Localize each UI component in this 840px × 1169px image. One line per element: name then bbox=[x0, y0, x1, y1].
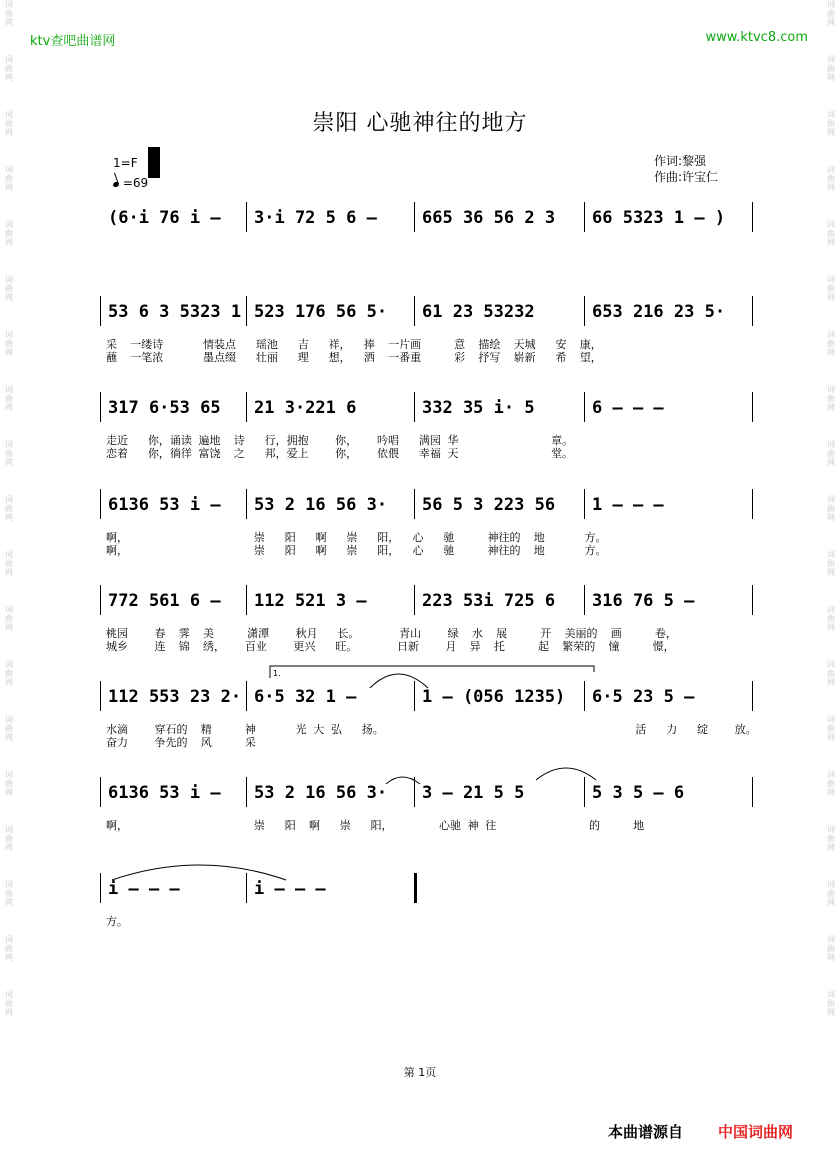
watermark-glyph: 网 bbox=[827, 568, 835, 577]
watermark-glyph: 词 bbox=[5, 715, 13, 724]
watermark-glyph: 网 bbox=[827, 293, 835, 302]
barline bbox=[246, 296, 247, 326]
measure-notes: 21 3·221 6 bbox=[254, 398, 357, 418]
watermark-glyph: 网 bbox=[5, 788, 13, 797]
watermark-glyph: 网 bbox=[827, 238, 835, 247]
barline bbox=[752, 392, 753, 422]
watermark-glyph: 网 bbox=[827, 128, 835, 137]
measure-notes: 223 53i 725 6 bbox=[422, 591, 556, 611]
site-watermark-left[interactable]: ktv查吧曲谱网 bbox=[30, 34, 116, 49]
watermark-glyph: 曲 bbox=[827, 119, 835, 128]
barline bbox=[584, 585, 585, 615]
watermark-glyph: 曲 bbox=[5, 174, 13, 183]
lyric-line: 蘸 一笔浓 墨点缀 壮丽 理 想， 洒 一番重 彩 抒写 崭新 希 望， bbox=[106, 351, 602, 364]
lyric-line: 桃园 春 霁 美 潇潭 秋月 长。 青山 绿 水 展 开 美丽的 画 卷， bbox=[106, 627, 677, 640]
barline bbox=[414, 585, 415, 615]
barline bbox=[100, 296, 101, 326]
measure-notes: 316 76 5 – bbox=[592, 591, 695, 611]
watermark-glyph: 词 bbox=[827, 55, 835, 64]
watermark-glyph: 词 bbox=[827, 330, 835, 339]
watermark-glyph: 词 bbox=[827, 495, 835, 504]
measure bbox=[100, 296, 246, 326]
measure-notes: i – – – bbox=[254, 879, 326, 899]
measure bbox=[414, 777, 584, 807]
watermark-glyph: 曲 bbox=[5, 559, 13, 568]
barline bbox=[414, 202, 415, 232]
staff-system bbox=[100, 681, 760, 711]
watermark-glyph: 词 bbox=[5, 990, 13, 999]
watermark-glyph: 曲 bbox=[827, 944, 835, 953]
measure-notes: 332 35 i· 5 bbox=[422, 398, 535, 418]
measure bbox=[414, 585, 584, 615]
watermark-glyph: 曲 bbox=[827, 669, 835, 678]
watermark-glyph: 网 bbox=[827, 348, 835, 357]
watermark-glyph: 网 bbox=[5, 678, 13, 687]
measure bbox=[246, 777, 414, 807]
watermark-glyph: 曲 bbox=[5, 504, 13, 513]
watermark-glyph: 词 bbox=[5, 550, 13, 559]
measure bbox=[414, 296, 584, 326]
staff-system bbox=[100, 585, 760, 615]
measure-notes: 665 36 56 2 3 bbox=[422, 208, 556, 228]
watermark-glyph: 网 bbox=[5, 128, 13, 137]
watermark-glyph: 曲 bbox=[5, 64, 13, 73]
measure bbox=[584, 392, 752, 422]
measure bbox=[246, 585, 414, 615]
watermark-glyph: 曲 bbox=[5, 394, 13, 403]
measure-notes: 6·5 32 1 – bbox=[254, 687, 357, 707]
watermark-glyph: 曲 bbox=[827, 9, 835, 18]
watermark-glyph: 网 bbox=[827, 458, 835, 467]
watermark-glyph: 词 bbox=[827, 550, 835, 559]
watermark-glyph: 网 bbox=[827, 183, 835, 192]
barline bbox=[752, 202, 753, 232]
watermark-glyph: 曲 bbox=[5, 779, 13, 788]
measure-notes: 112 553 23 2· bbox=[108, 687, 242, 707]
measure bbox=[414, 489, 584, 519]
watermark-glyph: 曲 bbox=[5, 284, 13, 293]
watermark-glyph: 网 bbox=[5, 348, 13, 357]
lyric-line: 啊， 崇 阳 啊 崇 阳， 心 驰 神往的 地 方。 bbox=[106, 544, 607, 557]
barline bbox=[752, 681, 753, 711]
staff-system bbox=[100, 777, 760, 807]
measure bbox=[100, 489, 246, 519]
page-number: 第 1页 bbox=[403, 1066, 437, 1079]
watermark-glyph: 曲 bbox=[827, 394, 835, 403]
barline bbox=[100, 585, 101, 615]
watermark-glyph: 词 bbox=[827, 440, 835, 449]
measure-notes: 6·5 23 5 – bbox=[592, 687, 695, 707]
barline bbox=[246, 585, 247, 615]
watermark-glyph: 网 bbox=[827, 403, 835, 412]
staff-system bbox=[100, 296, 760, 326]
watermark-glyph: 曲 bbox=[5, 449, 13, 458]
watermark-glyph: 网 bbox=[5, 183, 13, 192]
measure-notes: 112 521 3 – bbox=[254, 591, 367, 611]
measure bbox=[584, 296, 752, 326]
measure bbox=[584, 202, 752, 232]
measure-notes: 523 176 56 5· bbox=[254, 302, 388, 322]
watermark-glyph: 词 bbox=[5, 935, 13, 944]
watermark-glyph: 词 bbox=[5, 605, 13, 614]
staff-system bbox=[100, 202, 760, 232]
measure bbox=[100, 202, 246, 232]
watermark-glyph: 词 bbox=[5, 165, 13, 174]
measure-notes: 3·i 72 5 6 – bbox=[254, 208, 377, 228]
measure-notes: 6136 53 i – bbox=[108, 783, 221, 803]
watermark-glyph: 曲 bbox=[5, 9, 13, 18]
song-title: 崇阳 心驰神往的地方 bbox=[312, 111, 528, 136]
watermark-glyph: 曲 bbox=[827, 889, 835, 898]
barline bbox=[414, 296, 415, 326]
watermark-glyph: 曲 bbox=[827, 724, 835, 733]
measure-notes: 1 – – – bbox=[592, 495, 664, 515]
measure bbox=[100, 681, 246, 711]
measure bbox=[100, 392, 246, 422]
barline bbox=[584, 681, 585, 711]
barline bbox=[100, 873, 101, 903]
lyric-line: 方。 bbox=[106, 915, 128, 928]
watermark-glyph: 网 bbox=[5, 513, 13, 522]
watermark-glyph: 网 bbox=[827, 733, 835, 742]
measure bbox=[246, 202, 414, 232]
lyricist-credit: 作词:黎强 bbox=[654, 154, 707, 168]
barline bbox=[584, 392, 585, 422]
measure-notes: 1 – (056 1235) bbox=[422, 687, 566, 707]
lyric-line: 水滴 穿石的 精 神 光 大 弘 扬。 活 力 绽 放。 bbox=[106, 723, 757, 736]
watermark-glyph: 网 bbox=[5, 953, 13, 962]
watermark-glyph: 词 bbox=[5, 220, 13, 229]
measure bbox=[584, 777, 752, 807]
watermark-glyph: 网 bbox=[827, 678, 835, 687]
barline bbox=[752, 296, 753, 326]
measure bbox=[100, 873, 246, 903]
watermark-glyph: 曲 bbox=[827, 284, 835, 293]
watermark-glyph: 曲 bbox=[827, 229, 835, 238]
measure-notes: (6·i 76 i – bbox=[108, 208, 221, 228]
watermark-glyph: 曲 bbox=[5, 944, 13, 953]
measure bbox=[100, 585, 246, 615]
watermark-glyph: 网 bbox=[5, 458, 13, 467]
watermark-glyph: 词 bbox=[5, 110, 13, 119]
measure bbox=[246, 392, 414, 422]
barline bbox=[752, 585, 753, 615]
watermark-glyph: 曲 bbox=[5, 614, 13, 623]
watermark-glyph: 曲 bbox=[827, 64, 835, 73]
watermark-glyph: 网 bbox=[827, 953, 835, 962]
barline bbox=[584, 202, 585, 232]
watermark-glyph: 词 bbox=[827, 605, 835, 614]
watermark-glyph: 曲 bbox=[827, 339, 835, 348]
watermark-glyph: 曲 bbox=[827, 504, 835, 513]
watermark-glyph: 词 bbox=[827, 825, 835, 834]
measure-notes: 56 5 3 223 56 bbox=[422, 495, 556, 515]
watermark-glyph: 曲 bbox=[827, 779, 835, 788]
measure bbox=[584, 489, 752, 519]
side-watermark-left bbox=[2, 0, 16, 1169]
watermark-glyph: 词 bbox=[827, 715, 835, 724]
barline bbox=[100, 777, 101, 807]
watermark-glyph: 网 bbox=[5, 73, 13, 82]
measure-notes: 53 6 3 5323 1 bbox=[108, 302, 242, 322]
key-signature: 1=F bbox=[113, 156, 138, 170]
watermark-glyph: 词 bbox=[827, 165, 835, 174]
measure-notes: 5 3 5 – 6 bbox=[592, 783, 685, 803]
watermark-glyph: 词 bbox=[5, 770, 13, 779]
measure bbox=[246, 681, 414, 711]
watermark-glyph: 曲 bbox=[5, 119, 13, 128]
barline bbox=[246, 489, 247, 519]
watermark-glyph: 曲 bbox=[827, 614, 835, 623]
measure bbox=[246, 489, 414, 519]
volta-bracket bbox=[270, 666, 594, 678]
measure bbox=[414, 202, 584, 232]
barline bbox=[246, 777, 247, 807]
watermark-glyph: 网 bbox=[827, 843, 835, 852]
barline bbox=[414, 777, 415, 807]
measure-notes: 53 2 16 56 3· bbox=[254, 495, 388, 515]
staff-system bbox=[100, 489, 760, 519]
watermark-glyph: 词 bbox=[5, 330, 13, 339]
watermark-glyph: 词 bbox=[5, 660, 13, 669]
barline bbox=[246, 681, 247, 711]
barline bbox=[584, 777, 585, 807]
watermark-glyph: 词 bbox=[827, 935, 835, 944]
lyric-line: 奋力 争先的 风 采 bbox=[106, 736, 256, 749]
measure-notes: 317 6·53 65 bbox=[108, 398, 221, 418]
barline bbox=[414, 873, 417, 903]
watermark-glyph: 词 bbox=[5, 880, 13, 889]
side-watermark-right bbox=[824, 0, 838, 1169]
watermark-glyph: 网 bbox=[5, 733, 13, 742]
measure-notes: 66 5323 1 – ) bbox=[592, 208, 726, 228]
barline bbox=[584, 296, 585, 326]
measure bbox=[100, 777, 246, 807]
barline bbox=[414, 392, 415, 422]
staff-system bbox=[100, 873, 760, 903]
watermark-glyph: 词 bbox=[827, 0, 835, 9]
staff-system bbox=[100, 392, 760, 422]
watermark-glyph: 曲 bbox=[827, 999, 835, 1008]
measure-notes: 772 561 6 – bbox=[108, 591, 221, 611]
barline bbox=[414, 681, 415, 711]
measure bbox=[246, 873, 414, 903]
watermark-glyph: 曲 bbox=[5, 834, 13, 843]
watermark-glyph: 网 bbox=[827, 513, 835, 522]
watermark-glyph: 网 bbox=[5, 843, 13, 852]
watermark-glyph: 词 bbox=[5, 385, 13, 394]
barline bbox=[584, 489, 585, 519]
watermark-glyph: 词 bbox=[5, 55, 13, 64]
measure-notes: 6136 53 i – bbox=[108, 495, 221, 515]
lyric-line: 走近 你，诵读 遍地 诗 行，拥抱 你， 吟唱 满园 华 章。 bbox=[106, 434, 574, 447]
watermark-glyph: 词 bbox=[827, 770, 835, 779]
quarter-note-icon bbox=[112, 181, 119, 188]
measure bbox=[414, 392, 584, 422]
watermark-glyph: 词 bbox=[827, 110, 835, 119]
tempo-marking bbox=[113, 176, 148, 190]
watermark-glyph: 网 bbox=[827, 1008, 835, 1017]
barline bbox=[414, 489, 415, 519]
lyric-line: 城乡 连 锦 绣， 百业 更兴 旺。 日新 月 异 托 起 繁荣的 憧 憬， bbox=[106, 640, 675, 653]
watermark-glyph: 网 bbox=[827, 73, 835, 82]
measure-notes: 6 – – – bbox=[592, 398, 664, 418]
watermark-glyph: 词 bbox=[827, 990, 835, 999]
watermark-glyph: 网 bbox=[5, 403, 13, 412]
barline bbox=[100, 681, 101, 711]
barline bbox=[100, 392, 101, 422]
watermark-glyph: 网 bbox=[5, 18, 13, 27]
composer-credit: 作曲:许宝仁 bbox=[654, 170, 719, 184]
watermark-glyph: 词 bbox=[5, 275, 13, 284]
barline bbox=[246, 202, 247, 232]
watermark-glyph: 网 bbox=[827, 898, 835, 907]
measure-notes: 653 216 23 5· bbox=[592, 302, 726, 322]
watermark-glyph: 网 bbox=[5, 568, 13, 577]
lyric-line: 恋着 你，徜徉 富饶 之 邦，爱上 你， 依偎 幸福 天 堂。 bbox=[106, 447, 574, 460]
watermark-glyph: 网 bbox=[5, 898, 13, 907]
watermark-glyph: 词 bbox=[5, 0, 13, 9]
watermark-glyph: 曲 bbox=[5, 339, 13, 348]
watermark-glyph: 网 bbox=[5, 238, 13, 247]
watermark-glyph: 曲 bbox=[5, 669, 13, 678]
watermark-glyph: 词 bbox=[827, 660, 835, 669]
watermark-glyph: 词 bbox=[5, 825, 13, 834]
watermark-glyph: 曲 bbox=[5, 229, 13, 238]
watermark-glyph: 曲 bbox=[827, 834, 835, 843]
watermark-glyph: 曲 bbox=[5, 999, 13, 1008]
watermark-glyph: 曲 bbox=[827, 559, 835, 568]
measure bbox=[584, 681, 752, 711]
site-watermark-right[interactable]: www.ktvc8.com bbox=[705, 30, 808, 45]
measure bbox=[584, 585, 752, 615]
measure-notes: 3 – 21 5 5 bbox=[422, 783, 525, 803]
tempo-value: =69 bbox=[122, 176, 149, 190]
source-site-link[interactable]: 中国词曲网 bbox=[718, 1123, 794, 1141]
watermark-glyph: 词 bbox=[827, 220, 835, 229]
watermark-glyph: 词 bbox=[827, 880, 835, 889]
time-signature bbox=[148, 146, 156, 174]
watermark-glyph: 网 bbox=[827, 18, 835, 27]
measure-notes: i – – – bbox=[108, 879, 180, 899]
lyric-line: 啊， 崇 阳 啊 崇 阳， 心 驰 神往的 地 方。 bbox=[106, 531, 607, 544]
volta-label: 1. bbox=[273, 669, 281, 678]
measure bbox=[414, 681, 584, 711]
lyric-line: 采 一缕诗 情装点 瑶池 吉 祥， 捧 一片画 意 描绘 天城 安 康， bbox=[106, 338, 602, 351]
barline bbox=[246, 873, 247, 903]
lyric-line: 啊， 崇 阳 啊 崇 阳， 心驰 神 往 的 地 bbox=[106, 819, 645, 832]
watermark-glyph: 网 bbox=[827, 623, 835, 632]
watermark-glyph: 曲 bbox=[5, 889, 13, 898]
measure-notes: 53 2 16 56 3· bbox=[254, 783, 388, 803]
watermark-glyph: 曲 bbox=[827, 174, 835, 183]
barline bbox=[752, 777, 753, 807]
watermark-glyph: 网 bbox=[5, 293, 13, 302]
watermark-glyph: 网 bbox=[5, 1008, 13, 1017]
barline bbox=[246, 392, 247, 422]
barline bbox=[100, 489, 101, 519]
watermark-glyph: 词 bbox=[5, 495, 13, 504]
watermark-glyph: 词 bbox=[5, 440, 13, 449]
watermark-glyph: 网 bbox=[5, 623, 13, 632]
watermark-glyph: 词 bbox=[827, 275, 835, 284]
watermark-glyph: 网 bbox=[827, 788, 835, 797]
measure-notes: 61 23 53232 bbox=[422, 302, 535, 322]
measure bbox=[246, 296, 414, 326]
barline bbox=[752, 489, 753, 519]
watermark-glyph: 曲 bbox=[827, 449, 835, 458]
source-label: 本曲谱源自 bbox=[608, 1123, 684, 1141]
watermark-glyph: 曲 bbox=[5, 724, 13, 733]
watermark-glyph: 词 bbox=[827, 385, 835, 394]
